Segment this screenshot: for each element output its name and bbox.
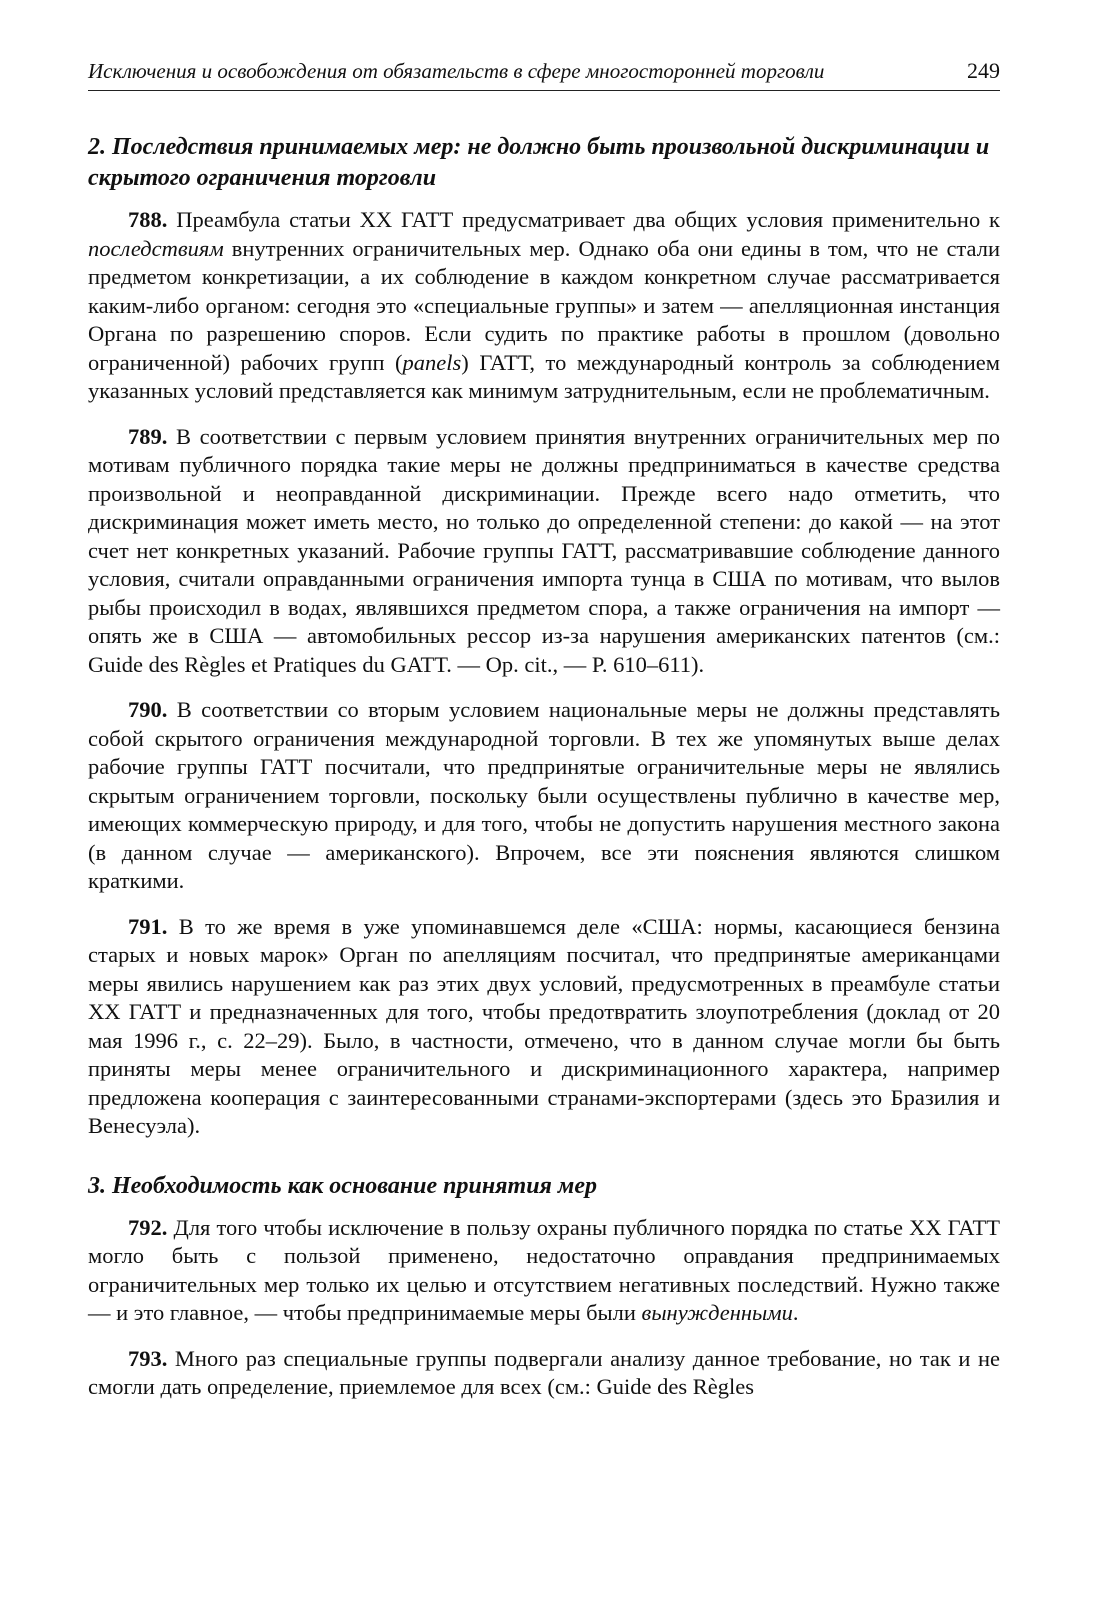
- paragraph-number: 788.: [128, 207, 168, 232]
- section-heading: 3. Необходимость как основание принятия мер: [88, 1172, 598, 1199]
- running-header: [88, 58, 1000, 91]
- paragraph: [88, 696, 1000, 896]
- paragraph-number: 792.: [128, 1214, 168, 1240]
- page-body: [88, 132, 1000, 1419]
- paragraph-text: Преамбула статьи XX ГАТТ предусматривает два общих условия применительно к: [167, 207, 1000, 232]
- emphasized-text: panels: [402, 349, 462, 375]
- paragraph-text: В соответствии со вторым условием национальные меры не должны представлять собой скрытого ограничения международной торговли. В тех же упомянутых выше делах рабочие группы ГАТТ посчитали, что предпринятые ограничительные меры не являлись скрытым ограничением торговли, поскольку были осуществлены публично в качестве мер, имеющих коммерческую природу, и для того, чтобы не допустить нарушения местного закона (в данном случае — американского). Впрочем, все эти пояснения являются слишком краткими.: [88, 697, 1000, 893]
- paragraph-text: В соответствии с первым условием принятия внутренних ограничительных мер по мотивам публичного порядка такие меры не должны предприниматься в качестве средства произвольной и неоправданной дискриминации. Прежде всего надо отметить, что дискриминация может иметь место, но только до определенной степени: до какой — на этот счет нет конкретных указаний. Рабочие группы ГАТТ, рассматривавшие соблюдение данного условия, считали оправданными ограничения импорта тунца в США по мотивам, что вылов рыбы происходил в водах, являвшихся предметом спора, а также ограничения на импорт — опять же в США — автомобильных рессор из-за нарушения американских патентов (см.: Guide des Règles et Pratiques du GATT. — Op. cit., — P. 610–611).: [88, 423, 1000, 677]
- paragraph-text: .: [792, 1300, 799, 1325]
- paragraph-number: 791.: [128, 913, 168, 939]
- paragraph-text: ) ГАТТ, то международный контроль за соблюдением указанных условий представляется как минимум затруднительным, если не проблематичным.: [88, 349, 1000, 403]
- paragraph-text: Для того чтобы исключение в пользу охраны публичного порядка по статье XX ГАТТ могло быть с пользой применено, недостаточно оправдания предпринимаемых ограничительных мер только их целью и отсутствием негативных последствий. Нужно также — и это главное, — чтобы предпринимаемые меры были: [88, 1214, 1000, 1325]
- paragraph: [88, 423, 1000, 680]
- paragraph-number: 790.: [128, 697, 168, 722]
- paragraph-number: 789.: [128, 423, 168, 449]
- emphasized-text: последствиям: [88, 235, 224, 261]
- page-number: 249: [967, 58, 1000, 83]
- paragraph: [88, 913, 1000, 1141]
- emphasized-text: вынужденными: [641, 1300, 793, 1325]
- paragraph: [88, 206, 1000, 406]
- paragraph-text: Много раз специальные группы подвергали анализу данное требование, но так и не смогли дать определение, приемлемое для всех (см.: Guide des Règles: [88, 1345, 1000, 1399]
- section-heading: 2. Последствия принимаемых мер: не должно быть произвольной дискриминации и скрытого ограничения торговли: [88, 134, 990, 191]
- paragraph-text: внутренних ограничительных мер. Однако оба они едины в том, что не стали предметом конкретизации, а их соблюдение в каждом конкретном случае рассматривается каким-либо органом: сегодня это «специальные группы» и затем — апелляционная инстанция Органа по разрешению споров. Если судить по практике работы в прошлом (довольно ограниченной) рабочих групп (: [88, 235, 1000, 375]
- paragraph-number: 793.: [128, 1345, 168, 1371]
- paragraph: [88, 1345, 1000, 1402]
- paragraph-text: В то же время в уже упоминавшемся деле «США: нормы, касающиеся бензина старых и новых марок» Орган по апелляциям посчитал, что предпринятые американцами меры явились нарушением как раз этих двух условий, предусмотренных в преамбуле статьи XX ГАТТ и предназначенных для того, чтобы предотвратить злоупотребления (доклад от 20 мая 1996 г., с. 22–29). Было, в частности, отмечено, что в данном случае могли бы быть приняты меры менее ограничительного и дискриминационного характера, например предложена кооперация с заинтересованными странами-экспортерами (здесь это Бразилия и Венесуэла).: [88, 913, 1000, 1138]
- paragraph: [88, 1214, 1000, 1328]
- running-header-title: Исключения и освобождения от обязательств в сфере многосторонней торговли: [88, 59, 825, 83]
